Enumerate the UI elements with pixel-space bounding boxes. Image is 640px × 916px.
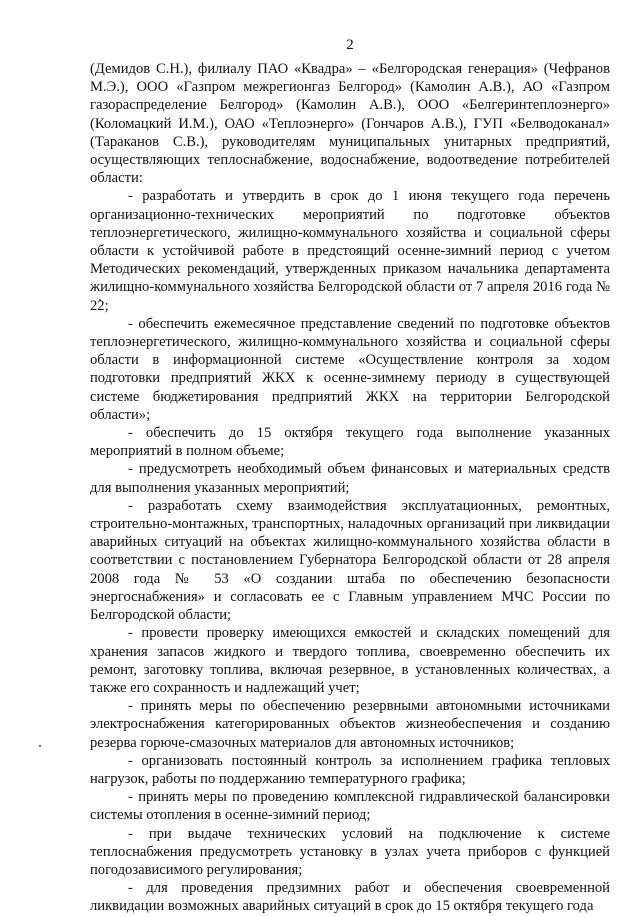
margin-mark [39, 745, 41, 747]
paragraph-item: - принять меры по проведению комплексной гидравлической балансировки системы отопления в осенне-зимний период; [90, 789, 610, 824]
document-body [90, 60, 610, 916]
paragraph-item: - предусмотреть необходимый объем финансовых и материальных средств для выполнения указанных мероприятий; [90, 461, 610, 496]
paragraph-item: - при выдаче технических условий на подключение к системе теплоснабжения предусмотреть установку в узлах учета приборов с функцией погодозависимого регулирования; [90, 825, 610, 878]
paragraph-item: - разработать схему взаимодействия эксплуатационных, ремонтных, строительно-монтажных, транспортных, наладочных организаций при ликвидации аварийных ситуаций на объектах жилищно-коммунального хозяйства области в соответствии с постановлением Губернатора Белгородской области от 28 апреля 2008 года № 53 «О создании штаба по обеспечению безопасности энергоснабжения» и согласовать ее с Главным управлением МЧС России по Белгородской области; [90, 497, 610, 624]
paragraph-item: - принять меры по обеспечению резервными автономными источниками электроснабжения категорированных объектов жизнеобеспечения и созданию резерва горюче-смазочных материалов для автономных источников; [90, 698, 610, 751]
paragraph-item: - организовать постоянный контроль за исполнением графика тепловых нагрузок, работы по поддержанию температурного графика; [90, 752, 610, 787]
paragraph-item: - обеспечить ежемесячное представление сведений по подготовке объектов теплоэнергетического, жилищно-коммунального хозяйства и социальной сферы области в информационной системе «Осуществление контроля за ходом подготовки предприятий ЖКХ к осенне-зимнему периоду в существующей системе бюджетирования предприятий ЖКХ на территории Белгородской области»; [90, 315, 610, 423]
paragraph-item: - для проведения предзимних работ и обеспечения своевременной ликвидации возможных аварийных ситуаций в срок до 15 октября текущего года [90, 880, 610, 915]
paragraph-item: - разработать и утвердить в срок до 1 июня текущего года перечень организационно-технических мероприятий по подготовке объектов теплоэнергетического, жилищно-коммунального хозяйства и социальной сферы области к устойчивой работе в предстоящий осенне-зимний период с учетом Методических рекомендаций, утвержденных приказом начальника департамента жилищно-коммунального хозяйства Белгородской области от 7 апреля 2016 года № 22; [90, 188, 610, 314]
page-number: 2 [346, 37, 354, 53]
paragraph-addressees: (Демидов С.Н.), филиалу ПАО «Квадра» – «Белгородская генерация» (Чефранов М.Э.), ООО «Газпром межрегионгаз Белгород» (Камолин А.В.), АО «Газпром газораспределение Белгород» (Камолин А.В.), ООО «Белгеринтеплоэнерго» (Коломацкий И.М.), ОАО «Теплоэнерго» (Гончаров А.В.), ГУП «Белводоканал» (Тараканов С.В.), руководителям муниципальных унитарных предприятий, осуществляющих теплоснабжение, водоснабжение, водоотведение потребителей области: [90, 61, 610, 187]
paragraph-item: - провести проверку имеющихся емкостей и складских помещений для хранения запасов жидкого и твердого топлива, своевременно обеспечить их ремонт, заготовку топлива, включая резервное, в установленных количествах, а также его сохранность и надлежащий учет; [90, 625, 610, 696]
paragraph-item: - обеспечить до 15 октября текущего года выполнение указанных мероприятий в полном объеме; [90, 425, 610, 460]
